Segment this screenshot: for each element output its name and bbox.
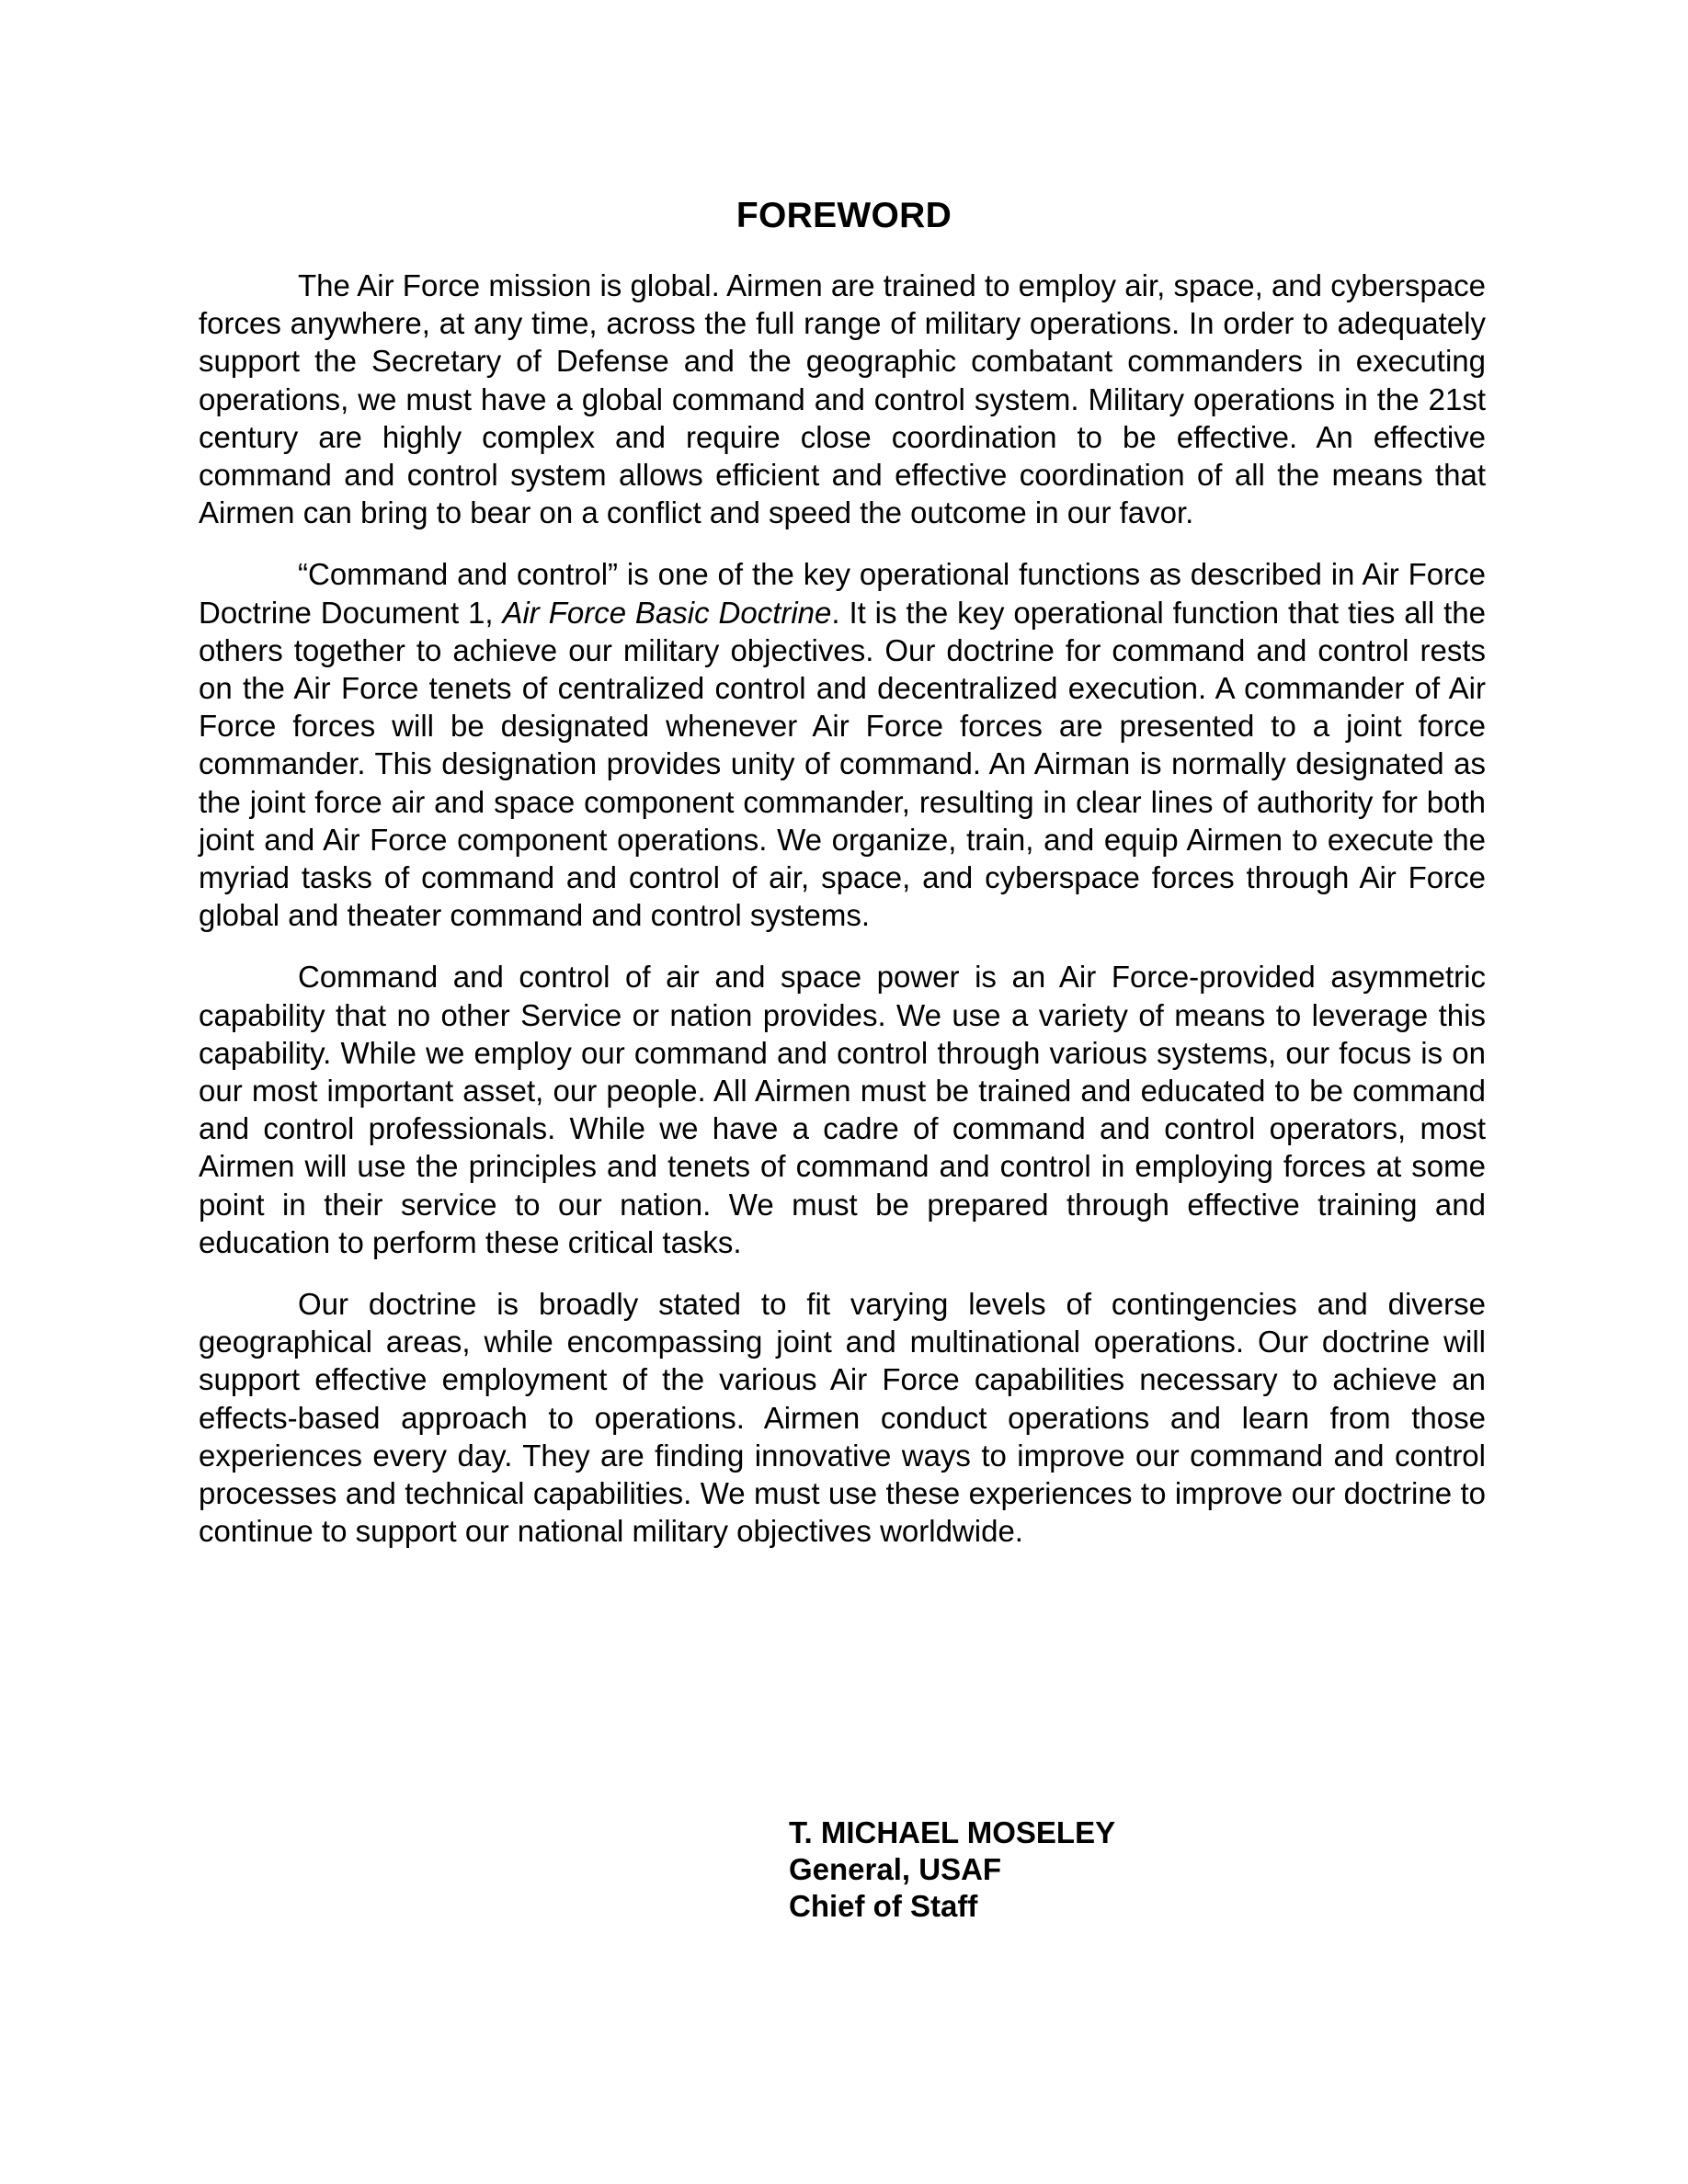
page-title: FOREWORD <box>736 196 952 235</box>
paragraph-1: The Air Force mission is global. Airmen are trained to employ air, space, and cyberspace forces anywhere, at any time, across the full range of military operations. In order to adequately support the Secretary of Defense and the geographic combatant commanders in executing operations, we must have a global command and control system. Military operations in the 21st century are highly complex and require close coordination to be effective. An effective command and control system allows efficient and effective coordination of all the means that Airmen can bring to bear on a conflict and speed the outcome in our favor. <box>199 268 1486 530</box>
paragraph-2-text-end: . It is the key operational function that ties all the others together to achieve our military objectives. Our doctrine for command and control rests on the Air Force tenets of centralized control and decentralized execution. A commander of Air Force forces will be designated whenever Air Force forces are presented to a joint force commander. This designation provides unity of command. An Airman is normally designated as the joint force air and space component commander, resulting in clear lines of authority for both joint and Air Force component operations. We organize, train, and equip Airmen to execute the myriad tasks of command and control of air, space, and cyberspace forces through Air Force global and theater command and control systems. <box>199 595 1486 933</box>
paragraph-2-text-start: “Command and control” is one of the key operational functions as described in Air Force Doctrine Document 1, <box>199 557 1486 630</box>
foreword-body <box>199 267 1486 1575</box>
signatory-position: Chief of Staff <box>789 1889 978 1923</box>
paragraph-4: Our doctrine is broadly stated to fit varying levels of contingencies and diverse geographical areas, while encompassing joint and multinational operations. Our doctrine will support effective employment of the various Air Force capabilities necessary to achieve an effects-based approach to operations. Airmen conduct operations and learn from those experiences every day. They are finding innovative ways to improve our command and control processes and technical capabilities. We must use these experiences to improve our doctrine to continue to support our national military objectives worldwide. <box>199 1287 1486 1549</box>
paragraph-2 <box>199 555 1486 934</box>
signature-block <box>789 1814 1115 1925</box>
signatory-rank: General, USAF <box>789 1852 1002 1886</box>
paragraph-3: Command and control of air and space power is an Air Force-provided asymmetric capability that no other Service or nation provides. We use a variety of means to leverage this capability. While we employ our command and control through various systems, our focus is on our most important asset, our people. All Airmen must be trained and educated to be command and control professionals. While we have a cadre of command and control operators, most Airmen will use the principles and tenets of command and control in employing forces at some point in their service to our nation. We must be prepared through effective training and education to perform these critical tasks. <box>199 960 1486 1259</box>
paragraph-2-document-title: Air Force Basic Doctrine <box>502 595 832 630</box>
signatory-name: T. MICHAEL MOSELEY <box>789 1815 1116 1849</box>
